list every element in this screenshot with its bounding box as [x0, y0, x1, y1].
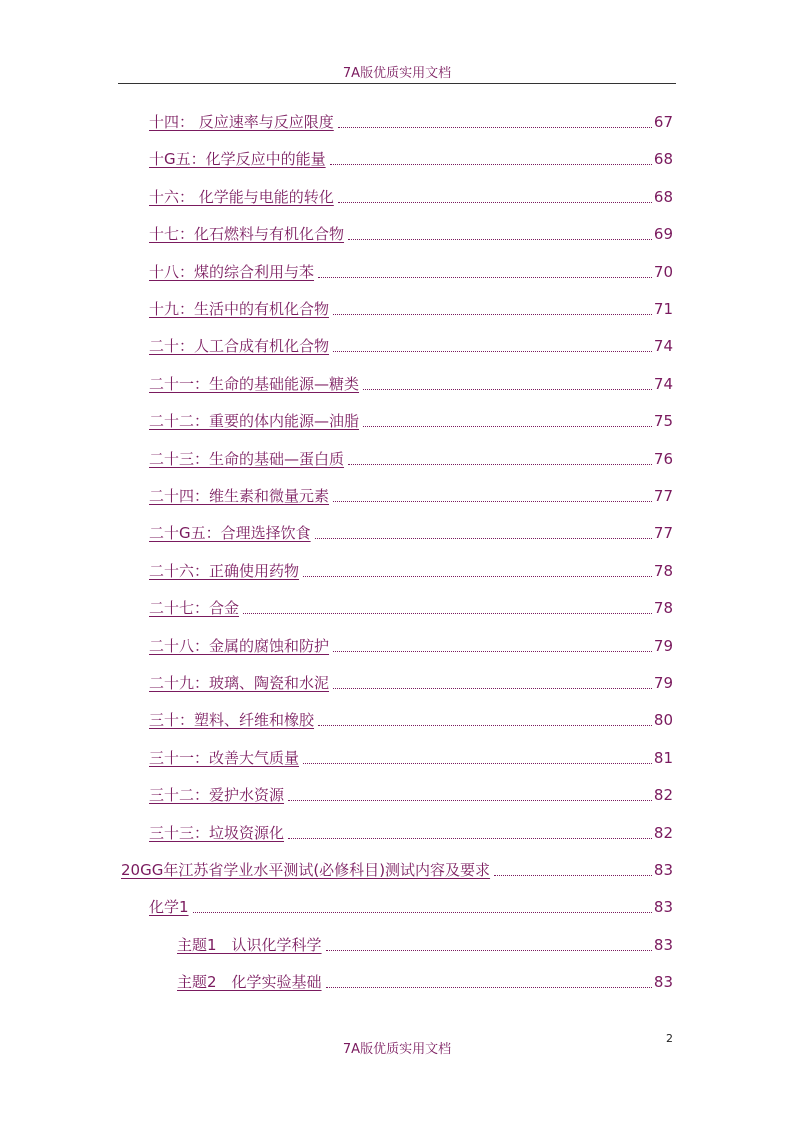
- toc-entry-label[interactable]: 二十：人工合成有机化合物: [149, 337, 330, 356]
- toc-entry-page[interactable]: 83: [653, 898, 673, 917]
- toc-dot-leader: [333, 314, 652, 315]
- toc-entry-page[interactable]: 70: [653, 262, 673, 281]
- page-footer: 7A版优质实用文档: [342, 1042, 452, 1057]
- toc-entry-label[interactable]: 二十一：生命的基础能源—糖类: [149, 374, 360, 393]
- toc-dot-leader: [193, 912, 652, 913]
- toc-entry[interactable]: [149, 370, 673, 394]
- toc-entry-page[interactable]: 82: [653, 823, 673, 842]
- toc-entry-label[interactable]: 20GG年江苏省学业水平测试(必修科目)测试内容及要求: [121, 861, 491, 879]
- toc-entry-page[interactable]: 71: [653, 300, 673, 318]
- toc-entry-label[interactable]: 三十：塑料、纤维和橡胶: [149, 711, 315, 730]
- toc-entry-label[interactable]: 十八：煤的综合利用与苯: [149, 262, 315, 281]
- toc-dot-leader: [326, 950, 652, 951]
- toc-entry[interactable]: [149, 183, 673, 207]
- toc-entry[interactable]: [149, 220, 673, 244]
- toc-entry[interactable]: [149, 258, 673, 282]
- toc-entry-page[interactable]: 68: [653, 150, 673, 169]
- toc-entry-page[interactable]: 83: [653, 973, 673, 992]
- toc-dot-leader: [333, 351, 652, 352]
- toc-entry[interactable]: [177, 968, 673, 992]
- page-header: 7A版优质实用文档: [342, 66, 452, 81]
- toc-dot-leader: [318, 725, 652, 726]
- header-rule: [118, 83, 676, 84]
- toc-entry-page[interactable]: 78: [653, 599, 673, 618]
- toc-entry[interactable]: [149, 445, 673, 469]
- toc-dot-leader: [303, 576, 652, 577]
- toc-dot-leader: [333, 651, 652, 652]
- toc-entry[interactable]: [149, 332, 673, 356]
- toc-dot-leader: [348, 239, 652, 240]
- toc-entry[interactable]: [149, 744, 673, 768]
- toc-entry-label[interactable]: 二十七：合金: [149, 599, 240, 618]
- toc-entry-page[interactable]: 77: [653, 524, 673, 543]
- toc-entry-label[interactable]: 二十二：重要的体内能源—油脂: [149, 412, 360, 431]
- toc-entry[interactable]: [149, 594, 673, 618]
- toc-entry-page[interactable]: 78: [653, 561, 673, 580]
- page-number: 2: [666, 1032, 673, 1045]
- toc-entry-page[interactable]: 79: [653, 636, 673, 655]
- toc-entry-label[interactable]: 十六： 化学能与电能的转化: [149, 187, 334, 206]
- toc-entry-page[interactable]: 74: [653, 374, 673, 393]
- toc-entry[interactable]: [149, 145, 673, 169]
- toc-entry-label[interactable]: 十七：化石燃料与有机化合物: [149, 225, 345, 244]
- toc-dot-leader: [330, 164, 652, 165]
- toc-entry-label[interactable]: 十G五：化学反应中的能量: [149, 150, 326, 169]
- toc-entry[interactable]: [149, 819, 673, 843]
- toc-entry-page[interactable]: 68: [653, 187, 673, 206]
- toc-entry[interactable]: [149, 669, 673, 693]
- toc-entry[interactable]: [149, 893, 673, 917]
- toc-entry-page[interactable]: 67: [653, 113, 673, 131]
- toc-entry-label[interactable]: 二十三：生命的基础—蛋白质: [149, 449, 345, 468]
- toc-entry-label[interactable]: 三十二：爱护水资源: [149, 786, 285, 805]
- toc-dot-leader: [303, 763, 652, 764]
- toc-entry-label[interactable]: 主题1 认识化学科学: [177, 935, 322, 954]
- toc-entry-label[interactable]: 二十八：金属的腐蚀和防护: [149, 636, 330, 655]
- toc-entry[interactable]: [149, 781, 673, 805]
- toc-dot-leader: [338, 202, 652, 203]
- toc-entry[interactable]: [149, 407, 673, 431]
- toc-dot-leader: [288, 800, 652, 801]
- toc-entry[interactable]: [149, 632, 673, 656]
- toc-entry-page[interactable]: 81: [653, 748, 673, 767]
- toc-dot-leader: [363, 389, 652, 390]
- toc-dot-leader: [326, 987, 652, 988]
- toc-dot-leader: [333, 688, 652, 689]
- toc-dot-leader: [243, 613, 652, 614]
- toc-entry-page[interactable]: 74: [653, 337, 673, 356]
- toc-entry-label[interactable]: 主题2 化学实验基础: [177, 973, 322, 992]
- toc-entry[interactable]: [149, 557, 673, 581]
- toc-dot-leader: [333, 501, 652, 502]
- toc-dot-leader: [363, 426, 652, 427]
- toc-entry-label[interactable]: 二十六：正确使用药物: [149, 561, 300, 580]
- toc-dot-leader: [494, 875, 652, 876]
- toc-dot-leader: [348, 464, 652, 465]
- toc-entry-label[interactable]: 二十G五：合理选择饮食: [149, 524, 311, 543]
- toc-entry-page[interactable]: 80: [653, 711, 673, 730]
- toc-entry-label[interactable]: 二十九：玻璃、陶瓷和水泥: [149, 674, 330, 692]
- toc-dot-leader: [318, 277, 652, 278]
- toc-entry-label[interactable]: 三十三：垃圾资源化: [149, 823, 285, 842]
- toc-dot-leader: [288, 838, 652, 839]
- toc-dot-leader: [338, 127, 652, 128]
- toc-entry-label[interactable]: 二十四：维生素和微量元素: [149, 487, 330, 505]
- toc-entry-label[interactable]: 十九：生活中的有机化合物: [149, 300, 330, 318]
- toc-entry[interactable]: [177, 931, 673, 955]
- toc-entry[interactable]: [149, 706, 673, 730]
- toc-entry[interactable]: [149, 295, 673, 319]
- toc-entry-page[interactable]: 83: [653, 935, 673, 954]
- toc-dot-leader: [315, 538, 652, 539]
- toc-entry-label[interactable]: 化学1: [149, 898, 189, 917]
- toc-entry-label[interactable]: 十四： 反应速率与反应限度: [149, 113, 334, 131]
- toc-entry-page[interactable]: 82: [653, 786, 673, 805]
- toc-entry[interactable]: [149, 108, 673, 132]
- toc-entry[interactable]: [121, 856, 673, 880]
- toc-entry-label[interactable]: 三十一：改善大气质量: [149, 748, 300, 767]
- toc-entry-page[interactable]: 75: [653, 412, 673, 431]
- toc-entry-page[interactable]: 69: [653, 225, 673, 244]
- toc-entry[interactable]: [149, 482, 673, 506]
- toc-entry-page[interactable]: 83: [653, 861, 673, 879]
- toc-entry-page[interactable]: 79: [653, 674, 673, 692]
- toc-entry-page[interactable]: 77: [653, 487, 673, 505]
- toc-entry-page[interactable]: 76: [653, 449, 673, 468]
- toc-entry[interactable]: [149, 519, 673, 543]
